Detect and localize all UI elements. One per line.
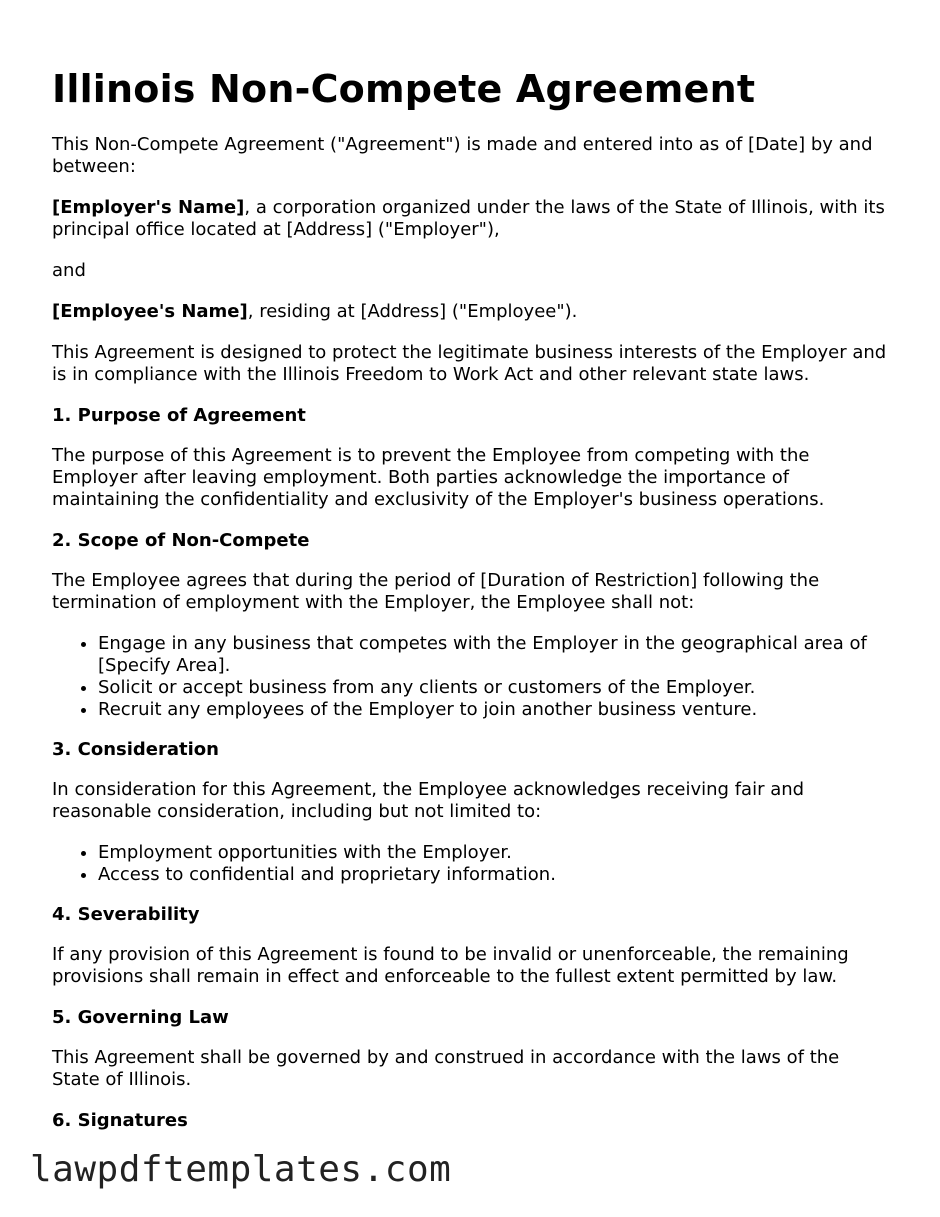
section-heading-consideration: 3. Consideration xyxy=(52,739,219,760)
scope-list xyxy=(52,633,892,721)
section-heading-severability: 4. Severability xyxy=(52,904,200,925)
list-item: • Engage in any business that competes with the Employer in the geographical area of [Specify Area]. xyxy=(98,633,892,677)
employer-paragraph xyxy=(52,197,892,241)
document-page xyxy=(52,66,892,1150)
intro-paragraph: This Non-Compete Agreement ("Agreement") is made and entered into as of [Date] by and between: xyxy=(52,134,873,177)
section-heading-purpose: 1. Purpose of Agreement xyxy=(52,405,306,426)
list-item: • Recruit any employees of the Employer to join another business venture. xyxy=(98,699,892,721)
section-heading-scope: 2. Scope of Non-Compete xyxy=(52,530,310,551)
site-watermark: lawpdftemplates.com xyxy=(30,1149,452,1190)
document-title: Illinois Non-Compete Agreement xyxy=(52,67,756,111)
consideration-list xyxy=(52,842,892,886)
section-body-governing-law: This Agreement shall be governed by and construed in accordance with the laws of the State of Illinois. xyxy=(52,1047,840,1090)
section-heading-signatures: 6. Signatures xyxy=(52,1110,188,1131)
employer-details: , a corporation organized under the laws of the State of Illinois, with its principal office located at [Address] ("Employer"), xyxy=(52,197,885,240)
employee-paragraph xyxy=(52,301,892,323)
section-heading-governing-law: 5. Governing Law xyxy=(52,1007,229,1028)
employee-details: , residing at [Address] ("Employee"). xyxy=(247,301,578,322)
employee-name: [Employee's Name] xyxy=(52,301,248,322)
section-body-severability: If any provision of this Agreement is found to be invalid or unenforceable, the remaining provisions shall remain in effect and enforceable to the fullest extent permitted by law. xyxy=(52,944,849,987)
section-body-purpose: The purpose of this Agreement is to prevent the Employee from competing with the Employer after leaving employment. Both parties acknowledge the importance of maintaining the confidentiality and exclusivity of the Employer's business operations. xyxy=(52,445,825,510)
employer-name: [Employer's Name] xyxy=(52,197,245,218)
list-item: • Access to confidential and proprietary information. xyxy=(98,864,892,886)
section-body-consideration: In consideration for this Agreement, the Employee acknowledges receiving fair and reasonable consideration, including but not limited to: xyxy=(52,779,805,822)
section-body-scope: The Employee agrees that during the period of [Duration of Restriction] following the termination of employment with the Employer, the Employee shall not: xyxy=(52,570,820,613)
and-paragraph: and xyxy=(52,260,86,281)
list-item: • Solicit or accept business from any clients or customers of the Employer. xyxy=(98,677,892,699)
list-item: • Employment opportunities with the Employer. xyxy=(98,842,892,864)
compliance-paragraph: This Agreement is designed to protect the legitimate business interests of the Employer and is in compliance with the Illinois Freedom to Work Act and other relevant state laws. xyxy=(52,342,887,385)
